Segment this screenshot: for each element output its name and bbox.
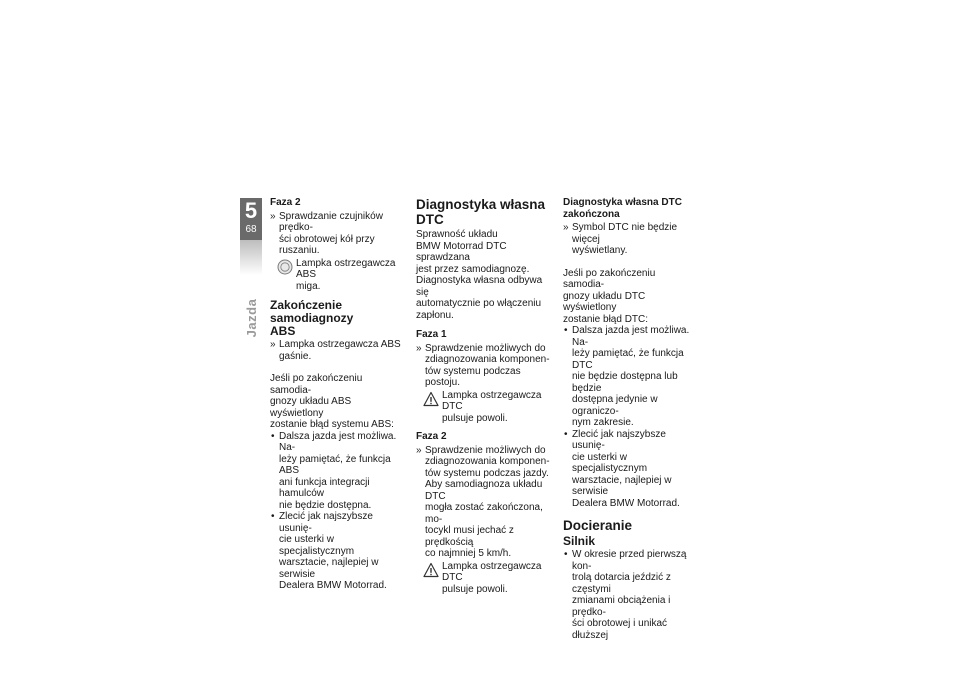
step-marker: » — [270, 210, 276, 222]
paragraph — [270, 373, 404, 431]
heading-line: Zakończenie samodiagnozy — [270, 298, 354, 325]
abs-warning-lamp-icon — [277, 259, 293, 275]
column-3 — [563, 197, 699, 641]
text-line: co najmniej 5 km/h. — [425, 548, 512, 559]
text-line: Dalsza jazda jest możliwa. Na- — [279, 430, 397, 453]
text-line: zapłonu. — [416, 309, 454, 321]
text-line: zdiagnozowania komponen- — [425, 456, 550, 467]
dtc-lamp-note — [416, 561, 552, 596]
text-line: W okresie przed pierwszą kon- — [572, 549, 687, 572]
step-marker: » — [563, 222, 569, 233]
step-item — [563, 222, 699, 257]
text-line: Jeśli po zakończeniu samodia- — [563, 267, 656, 290]
text-line: Sprawdzenie możliwych do — [425, 342, 546, 354]
text-line: mogła zostać zakończona, mo- — [425, 502, 543, 525]
bullet-item — [563, 549, 699, 641]
text-line: nym zakresie. — [572, 417, 634, 428]
bullet-marker: • — [564, 428, 568, 440]
text-line: Dealera BMW Motorrad. — [572, 497, 680, 509]
step-marker: » — [270, 339, 276, 350]
text-line: gaśnie. — [279, 350, 312, 362]
paragraph — [563, 268, 699, 326]
text-line: zostanie błąd DTC: — [563, 313, 649, 325]
text-line: nie będzie dostępna. — [279, 499, 372, 511]
column-1 — [270, 197, 404, 592]
bullet-marker: • — [271, 430, 275, 442]
heading-docieranie: Docieranie — [563, 518, 633, 533]
text-line: dostępna jedynie w ograniczo- — [572, 394, 658, 417]
text-line: zostanie błąd systemu ABS: — [270, 419, 394, 430]
text-line: wyświetlany. — [572, 245, 628, 256]
text-line: Diagnostyka własna odbywa się — [416, 275, 543, 298]
chapter-tab-fade — [240, 240, 262, 275]
heading-silnik: Silnik — [563, 534, 596, 548]
text-line: warsztacie, najlepiej w serwisie — [279, 557, 379, 580]
text-line: Zlecić jak najszybsze usunię- — [572, 428, 666, 451]
text-line: tów systemu podczas postoju. — [425, 365, 521, 388]
step-marker: » — [416, 444, 422, 456]
text-line: gnozy układu ABS wyświetlony — [270, 396, 352, 419]
bullet-marker: • — [564, 549, 568, 560]
bullet-marker: • — [564, 325, 568, 336]
heading-dtc-selfdiag: Diagnostyka własna DTC — [416, 197, 546, 227]
page-number: 68 — [245, 224, 257, 235]
step-item — [270, 211, 404, 257]
bullet-item — [563, 325, 699, 429]
heading-dtc-end — [563, 197, 699, 220]
text-line: tów systemu podczas jazdy. — [425, 467, 549, 479]
dtc-warning-triangle-icon — [423, 391, 439, 407]
text-line: pulsuje powoli. — [442, 412, 508, 424]
text-line: Symbol DTC nie będzie więcej — [572, 222, 678, 245]
bullet-item — [563, 429, 699, 510]
text-line: leży pamiętać, że funkcja DTC — [572, 348, 684, 371]
text-line: leży pamiętać, że funkcja ABS — [279, 453, 391, 476]
heading-faza-2: Faza 2 — [270, 197, 301, 208]
abs-lamp-note — [270, 258, 404, 293]
text-line: Sprawność układu — [416, 229, 498, 240]
bullet-marker: • — [271, 511, 275, 522]
text-line: trolą dotarcia jeździć z częstymi — [572, 572, 671, 595]
step-item — [416, 445, 552, 560]
text-line: miga. — [296, 280, 321, 292]
text-line: BMW Motorrad DTC sprawdzana — [416, 240, 507, 263]
text-line: warsztacie, najlepiej w serwisie — [572, 474, 672, 497]
bullet-item — [270, 431, 404, 512]
text-line: nie będzie dostępna lub będzie — [572, 371, 678, 394]
chapter-title: Jazda — [244, 298, 259, 338]
dtc-lamp-note — [416, 390, 552, 425]
text-line: zmianami obciążenia i prędko- — [572, 595, 671, 618]
text-line: Lampka ostrzegawcza DTC — [442, 560, 542, 583]
dtc-warning-triangle-icon — [423, 562, 439, 578]
heading-faza-2: Faza 2 — [416, 431, 447, 442]
paragraph — [416, 229, 552, 321]
heading-line: ABS — [270, 324, 296, 338]
text-line: Aby samodiagnoza układu DTC — [425, 479, 543, 502]
text-line: Jeśli po zakończeniu samodia- — [270, 373, 363, 396]
text-line: jest przez samodiagnozę. — [416, 263, 530, 275]
text-line: tocykl musi jechać z prędkością — [425, 525, 514, 548]
text-line: pulsuje powoli. — [442, 583, 508, 595]
text-line: automatycznie po włączeniu — [416, 298, 542, 309]
text-line: cie usterki w specjalistycznym — [572, 451, 648, 474]
text-line: ści obrotowej kół przy ruszaniu. — [279, 233, 375, 256]
text-line: Zlecić jak najszybsze usunię- — [279, 511, 373, 534]
chapter-tab — [240, 198, 262, 240]
text-line: ści obrotowej i unikać dłuższej — [572, 618, 668, 641]
text-line: Lampka ostrzegawcza ABS — [279, 339, 401, 350]
text-line: ani funkcja integracji hamulców — [279, 476, 370, 499]
chapter-number: 5 — [244, 198, 258, 223]
heading-abs-end — [270, 299, 404, 338]
text-line: Sprawdzanie czujników prędko- — [279, 210, 383, 233]
text-line: Sprawdzenie możliwych do — [425, 444, 546, 456]
text-line: zdiagnozowania komponen- — [425, 354, 550, 365]
step-item — [270, 339, 404, 362]
heading-faza-1: Faza 1 — [416, 329, 447, 340]
text-line: gnozy układu DTC wyświetlony — [563, 290, 646, 313]
heading-line: zakończona — [563, 208, 620, 220]
step-item — [416, 343, 552, 389]
bullet-item — [270, 511, 404, 592]
text-line: cie usterki w specjalistycznym — [279, 534, 355, 557]
text-line: Dalsza jazda jest możliwa. Na- — [572, 325, 690, 348]
column-2 — [416, 197, 552, 595]
text-line: Lampka ostrzegawcza ABS — [296, 257, 396, 280]
text-line: Lampka ostrzegawcza DTC — [442, 389, 542, 412]
step-marker: » — [416, 342, 422, 354]
text-line: Dealera BMW Motorrad. — [279, 580, 387, 591]
heading-line: Diagnostyka własna DTC — [563, 197, 682, 208]
